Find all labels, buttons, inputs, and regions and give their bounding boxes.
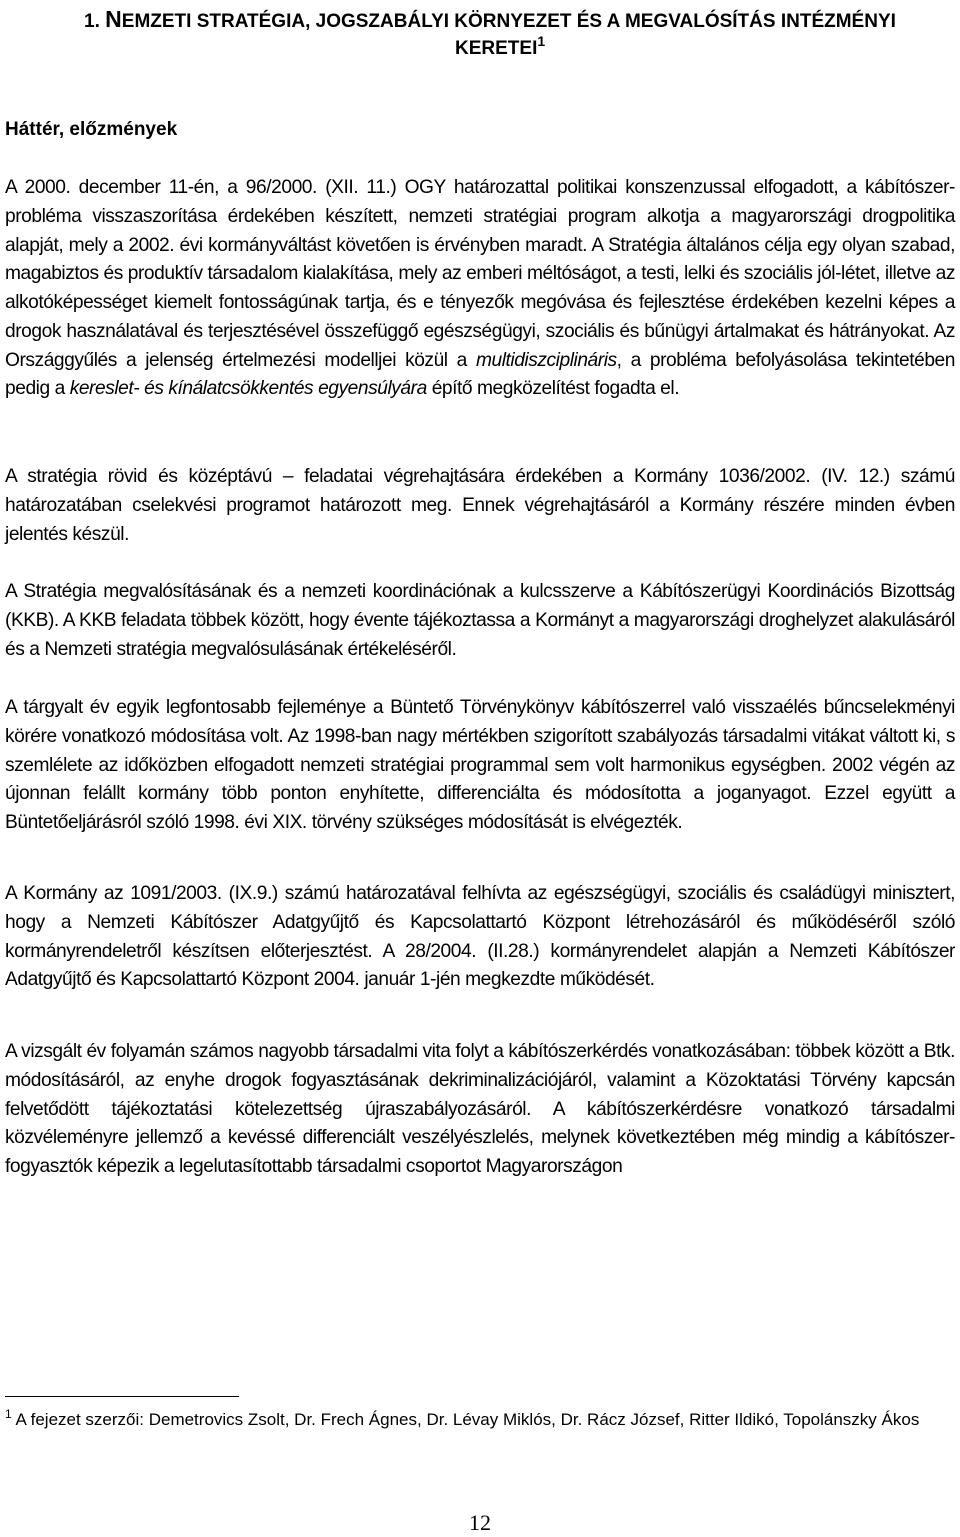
footnote-marker: 1 (5, 1407, 12, 1421)
page-number: 12 (469, 1510, 491, 1535)
paragraph-1-italic-term: multidiszciplináris (475, 349, 617, 371)
paragraph-1-italic-phrase: kereslet- és kínálatcsökkentés egyensúlyára (69, 378, 427, 400)
chapter-title-line-2-text: KERETEI (455, 38, 538, 59)
chapter-title-line-1-text: EMZETI STRATÉGIA, JOGSZABÁLYI KÖRNYEZET ÉS A MEGVALÓSÍTÁS INTÉZMÉNYI (121, 11, 896, 32)
paragraph-focal-point: A Kormány az 1091/2003. (IX.9.) számú határozatával felhívta az egészségügyi, szociális és családügyi minisztert, hogy a Nemzeti Kábítószer Adatgyűjtő és Kapcsolattartó Központ létrehozásáról és működéséről szóló kormányrendeletről készítsen előterjesztést. A 28/2004. (II.28.) kormányrendelet alapján a Nemzeti Kábítószer Adatgyűjtő és Kapcsolattartó Központ 2004. január 1-jén megkezdte működését. (5, 883, 955, 991)
chapter-number: 1. (84, 11, 100, 32)
chapter-title-initial: N (105, 6, 122, 32)
paragraph-action-program: A stratégia rövid és középtávú – feladatai végrehajtására érdekében a Kormány 1036/2002. (IV. 12.) számú határozatában cselekvési programot határozott meg. Ennek végrehajtásáról a Kormány részére minden évben jelentés készül. (5, 466, 955, 545)
chapter-title-line-2 (455, 32, 545, 66)
paragraph-kkb: A Stratégia megvalósításának és a nemzeti koordinációnak a kulcsszerve a Kábítószerügyi Koordinációs Bizottság (KKB). A KKB feladata többek között, hogy évente tájékoztassa a Kormányt a magyarországi droghelyzet alakulásáról és a Nemzeti stratégia megvalósulásának értékeléséről. (5, 581, 955, 660)
footnote (5, 1405, 935, 1435)
paragraph-1-text: A 2000. december 11-én, a 96/2000. (XII. 11.) OGY határozattal politikai konszenzussal elfogadott, a kábítószer-probléma visszaszorítása érdekében készített, nemzeti stratégiai program alkotja a magyarországi drogpolitika alapját, mely a 2002. évi kormányváltást követően is érvényben maradt. A Stratégia általános célja egy olyan szabad, magabiztos és produktív társadalom kialakítása, mely az emberi méltóságot, a testi, lelki és szociális jól-létet, illetve az alkotóképességet kiemelt fontosságúnak tartja, és e tényezők megóvása és fejlesztése érdekében kezelni képes a drogok használatával és terjesztésével összefüggő egészségügyi, szociális és bűnügyi ártalmakat és hátrányokat. Az Országgyűlés a jelenség értelmezési modelljei közül a (5, 177, 955, 371)
footnote-separator (5, 1396, 239, 1397)
paragraph-strategy-background (5, 174, 955, 404)
footnote-text: A fejezet szerzői: Demetrovics Zsolt, Dr. Frech Ágnes, Dr. Lévay Miklós, Dr. Rácz József, Ritter Ildikó, Topolánszky Ákos (15, 1410, 920, 1429)
paragraph-criminal-code: A tárgyalt év egyik legfontosabb fejleménye a Büntető Törvénykönyv kábítószerrel való visszaélés bűncselekményi körére vonatkozó módosítása volt. Az 1998-ban nagy mértékben szigorított szabályozás társadalmi vitákat váltott ki, s szemlélete az időközben elfogadott nemzeti stratégiai programmal sem volt harmonikus egységben. 2002 végén az újonnan felállt kormány több ponton enyhítette, differenciálta és módosította a joganyagot. Ezzel együtt a Büntetőeljárásról szóló 1998. évi XIX. törvény szükséges módosítását is elvégezték. (5, 697, 955, 833)
paragraph-1-text-end: építő megközelítést fogadta el. (426, 378, 680, 400)
footnote-reference[interactable]: 1 (537, 33, 546, 49)
paragraph-public-debate: A vizsgált év folyamán számos nagyobb társadalmi vita folyt a kábítószerkérdés vonatkozásában: többek között a Btk. módosításáról, az enyhe drogok fogyasztásának dekriminalizációjáról, valamint a Közoktatási Törvény kapcsán felvetődött tájékoztatási kötelezettség újraszabályozásáról. A kábítószerkérdésre vonatkozó társadalmi közvéleményre jellemző a kevéssé differenciált veszélyészlelés, melynek következtében még mindig a kábítószer-fogyasztók képezik a legelutasítottabb társadalmi csoportot Magyarországon (5, 1041, 955, 1177)
paragraph-1-text-middle: , a probléma befolyásolása tekintetében pedig a (5, 349, 955, 400)
section-heading: Háttér, előzmények (5, 119, 178, 140)
